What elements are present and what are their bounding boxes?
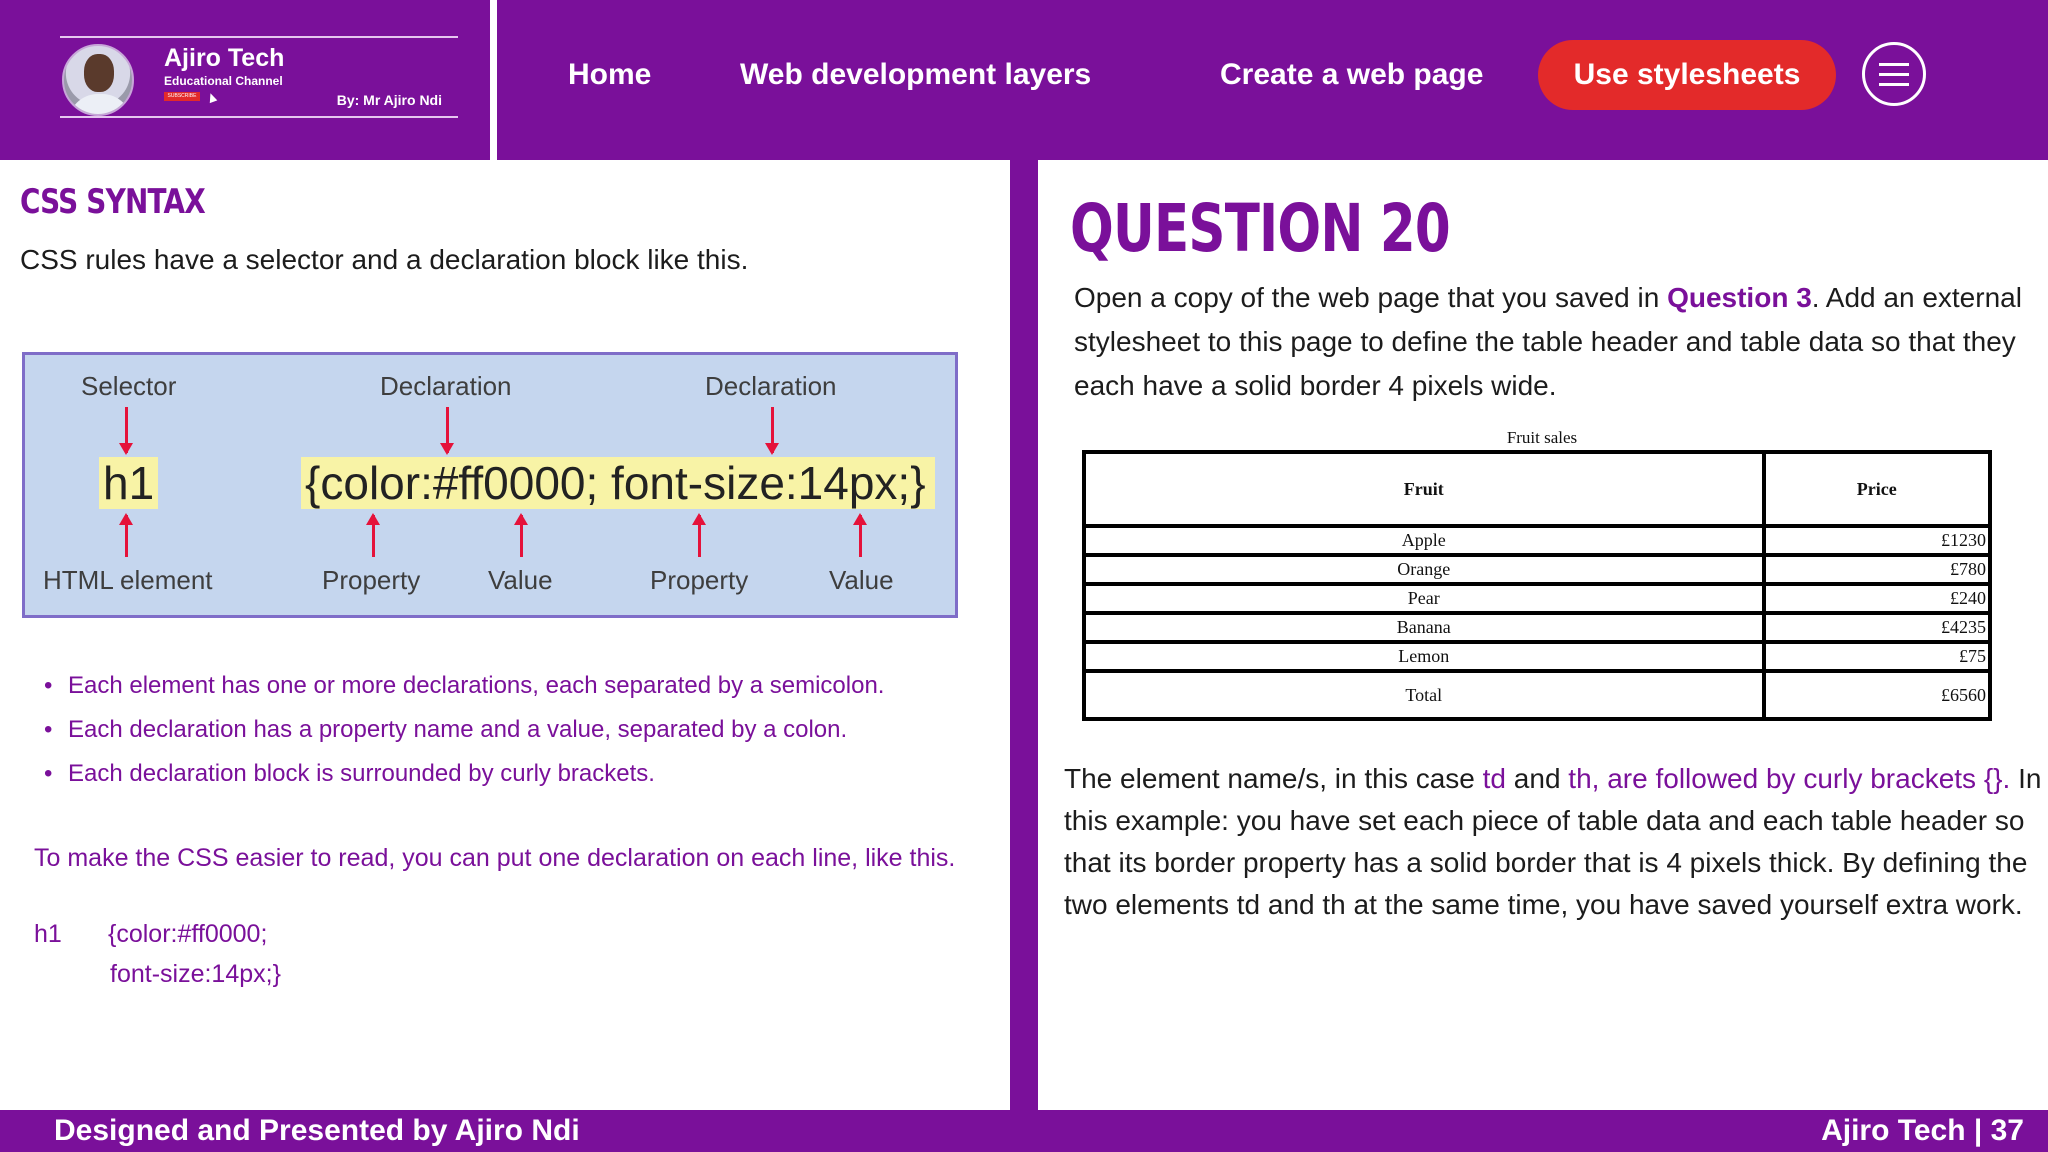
question-text [1074, 276, 2034, 408]
table-caption: Fruit sales [1506, 428, 1578, 447]
css-syntax-panel [0, 160, 1010, 1110]
header-fruit: Fruit [1084, 452, 1764, 526]
label-declaration: Declaration [705, 371, 837, 401]
header-divider [490, 0, 497, 160]
avatar-shirt-shape [68, 94, 132, 116]
top-navigation-bar [0, 0, 2048, 160]
label-html-element: HTML element [43, 565, 213, 595]
brand-name: Ajiro Tech [164, 44, 285, 72]
cursor-icon [207, 92, 218, 103]
label-property: Property [650, 565, 749, 595]
header-price: Price [1764, 452, 1991, 526]
nav-home-link[interactable]: Home [568, 58, 652, 91]
arrow-up [859, 515, 862, 557]
table-row [1084, 555, 1990, 584]
table-row [1084, 642, 1990, 671]
nav-use-stylesheets-link-active[interactable]: Use stylesheets [1538, 40, 1836, 110]
arrow-down [125, 407, 128, 453]
question-text-part: . Add an external stylesheet to this page to define the table header and table data so that they each have a solid border 4 pixels wide. [1074, 282, 2022, 401]
section-title: CSS SYNTAX [20, 182, 205, 222]
footer-bar [0, 1110, 2048, 1152]
declaration-code: {color:#ff0000; font-size:14px;} [301, 457, 935, 509]
question-panel [1038, 160, 2048, 1110]
price-cell: £240 [1764, 584, 1991, 613]
arrow-up [698, 515, 701, 557]
menu-bar [1879, 73, 1909, 76]
hamburger-menu-icon[interactable] [1862, 42, 1926, 106]
explanation-text [1064, 758, 2044, 926]
explanation-highlight: , are followed by curly brackets {}. [1591, 763, 2011, 794]
question-text-part: Open a copy of the web page that you saved in [1074, 282, 1668, 313]
arrow-up [520, 515, 523, 557]
label-declaration: Declaration [380, 371, 512, 401]
label-selector: Selector [81, 371, 177, 401]
nav-web-development-layers-link[interactable]: Web development layers [740, 58, 1092, 91]
nav-create-web-page-link[interactable]: Create a web page [1220, 58, 1484, 91]
price-cell: £75 [1764, 642, 1991, 671]
arrow-down [771, 407, 774, 453]
list-item: • Each element has one or more declarations, each separated by a semicolon. [44, 664, 884, 708]
total-value: £6560 [1764, 671, 1991, 719]
table-header-row [1084, 452, 1990, 526]
selector-code: h1 [99, 457, 158, 509]
th-keyword: th [1568, 763, 1592, 794]
code-line-1: {color:#ff0000; [108, 920, 268, 948]
list-item: • Each declaration has a property name and a value, separated by a colon. [44, 708, 884, 752]
css-syntax-diagram [22, 352, 958, 618]
fruit-sales-table [1082, 450, 1992, 721]
channel-logo-card[interactable] [60, 36, 458, 118]
menu-bar [1879, 63, 1909, 66]
brand-subtitle: Educational Channel [164, 74, 283, 88]
subscribe-button[interactable]: SUBSCRIBE [164, 92, 200, 101]
section-intro: CSS rules have a selector and a declaration block like this. [20, 244, 749, 275]
question-title: QUESTION 20 [1070, 190, 1450, 267]
label-value: Value [829, 565, 894, 595]
footer-credit: Designed and Presented by Ajiro Ndi [54, 1114, 580, 1147]
price-cell: £780 [1764, 555, 1991, 584]
price-cell: £1230 [1764, 526, 1991, 555]
explanation-part: In this example: you have set each piece of table data and each table header so that its border property has a solid border that is 4 pixels thick. By defining the two elements td and th at the same time, you have saved yourself extra work. [1064, 763, 2042, 920]
readability-note: To make the CSS easier to read, you can put one declaration on each line, like this. [34, 844, 956, 872]
fruit-cell: Apple [1084, 526, 1764, 555]
table-row [1084, 613, 1990, 642]
menu-bar [1879, 83, 1909, 86]
label-property: Property [322, 565, 421, 595]
fruit-cell: Orange [1084, 555, 1764, 584]
fruit-cell: Banana [1084, 613, 1764, 642]
table-row [1084, 584, 1990, 613]
label-value: Value [488, 565, 553, 595]
code-line-2: font-size:14px;} [110, 960, 281, 988]
syntax-rules-list [44, 664, 884, 796]
arrow-up [372, 515, 375, 557]
fruit-cell: Pear [1084, 584, 1764, 613]
brand-byline: By: Mr Ajiro Ndi [336, 92, 442, 108]
avatar-face-shape [84, 54, 114, 92]
question-reference-link[interactable]: Question 3 [1667, 282, 1812, 313]
price-cell: £4235 [1764, 613, 1991, 642]
list-item: • Each declaration block is surrounded by curly brackets. [44, 752, 884, 796]
arrow-up [125, 515, 128, 557]
avatar [62, 44, 134, 116]
table-total-row [1084, 671, 1990, 719]
td-keyword: td [1482, 763, 1507, 794]
code-selector: h1 [34, 920, 62, 948]
arrow-down [446, 407, 449, 453]
explanation-part: The element name/s, in this case [1064, 763, 1483, 794]
total-label: Total [1084, 671, 1764, 719]
page-number: Ajiro Tech | 37 [1821, 1114, 2024, 1147]
table-row [1084, 526, 1990, 555]
fruit-cell: Lemon [1084, 642, 1764, 671]
explanation-part: and [1506, 763, 1569, 794]
